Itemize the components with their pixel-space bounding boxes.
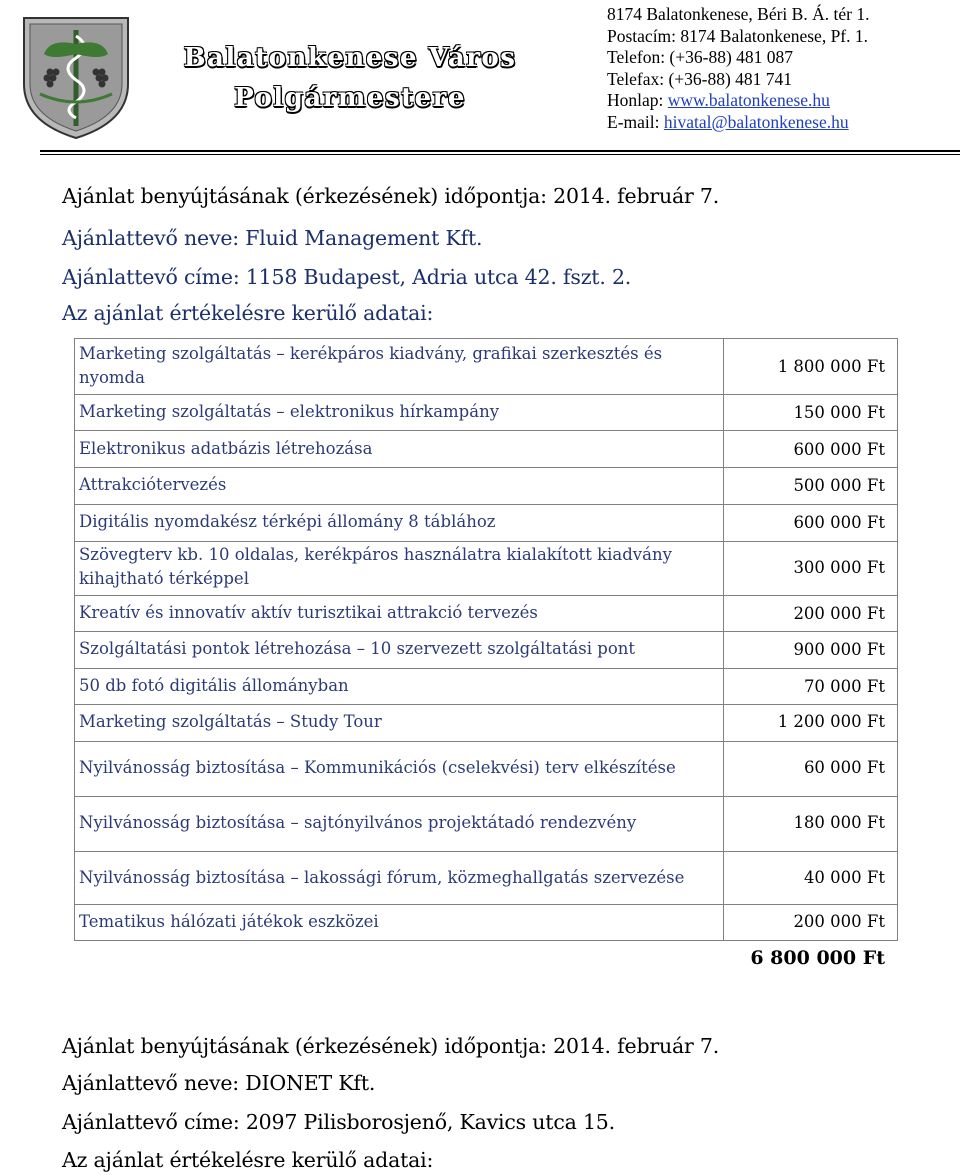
web-line [607, 90, 869, 112]
offer2-name: Ajánlattevő neve: DIONET Kft. [62, 1071, 376, 1095]
item-amount: 40 000 Ft [803, 868, 885, 887]
email-line [607, 112, 869, 134]
email-label: E-mail: [607, 111, 664, 132]
table-row [74, 852, 898, 905]
offer1-date: Ajánlat benyújtásának (érkezésének) időpontja: 2014. február 7. [62, 184, 720, 208]
item-amount: 300 000 Ft [793, 558, 885, 577]
table-row [74, 669, 898, 705]
fax-line: Telefax: (+36-88) 481 741 [607, 68, 793, 89]
item-description: Szövegterv kb. 10 oldalas, kerékpáros használatra kialakított kiadvány kihajtható térképpel [79, 545, 672, 588]
header-divider [40, 150, 960, 152]
item-amount: 60 000 Ft [803, 758, 885, 777]
item-amount: 180 000 Ft [793, 813, 885, 832]
item-amount: 1 800 000 Ft [777, 357, 885, 376]
item-amount: 500 000 Ft [793, 476, 885, 495]
offer2-heading: Az ajánlat értékelésre kerülő adatai: [62, 1148, 434, 1172]
table-row [74, 705, 898, 742]
item-description: Marketing szolgáltatás – elektronikus hírkampány [79, 402, 500, 421]
offer2-date: Ajánlat benyújtásának (érkezésének) időpontja: 2014. február 7. [62, 1034, 720, 1058]
item-description: Elektronikus adatbázis létrehozása [79, 439, 373, 458]
org-name-line2: Polgármestere [234, 83, 466, 113]
item-amount: 600 000 Ft [793, 440, 885, 459]
web-link[interactable]: www.balatonkenese.hu [667, 90, 830, 110]
header-divider-thin [40, 154, 960, 155]
item-amount: 70 000 Ft [803, 677, 885, 696]
offer1-name: Ajánlattevő neve: Fluid Management Kft. [62, 226, 483, 250]
item-amount: 200 000 Ft [793, 912, 885, 931]
table-row [74, 395, 898, 431]
offer1-address: Ajánlattevő címe: 1158 Budapest, Adria utca 42. fszt. 2. [62, 265, 632, 289]
phone-line: Telefon: (+36-88) 481 087 [607, 47, 794, 67]
item-description: Marketing szolgáltatás – Study Tour [79, 712, 382, 731]
item-description: Nyilvánosság biztosítása – sajtónyilvános projektátadó rendezvény [79, 813, 637, 832]
offer2-address: Ajánlattevő címe: 2097 Pilisborosjenő, Kavics utca 15. [62, 1110, 615, 1134]
item-description: 50 db fotó digitális állományban [79, 676, 349, 695]
item-amount: 200 000 Ft [793, 604, 885, 623]
table-row [74, 468, 898, 505]
item-description: Kreatív és innovatív aktív turisztikai attrakció tervezés [79, 603, 538, 622]
item-amount: 600 000 Ft [793, 513, 885, 532]
table-row [74, 596, 898, 632]
offer1-heading: Az ajánlat értékelésre kerülő adatai: [62, 301, 434, 325]
table-row [74, 742, 898, 797]
table-row [74, 632, 898, 669]
item-description: Tematikus hálózati játékok eszközei [79, 912, 379, 931]
table-row [74, 505, 898, 542]
item-description: Nyilvánosság biztosítása – lakossági fórum, közmeghallgatás szervezése [79, 868, 685, 887]
table-row [74, 338, 898, 395]
coat-of-arms-icon [20, 14, 132, 142]
postal-line: Postacím: 8174 Balatonkenese, Pf. 1. [607, 25, 869, 46]
table-row [74, 905, 898, 941]
item-description: Nyilvánosság biztosítása – Kommunikációs (cselekvési) terv elkészítése [79, 758, 676, 777]
org-name-line1: Balatonkenese Város [183, 43, 517, 73]
item-amount: 150 000 Ft [793, 403, 885, 422]
contact-block [607, 4, 869, 133]
item-description: Szolgáltatási pontok létrehozása – 10 szervezett szolgáltatási pont [79, 639, 636, 658]
item-description: Digitális nyomdakész térképi állomány 8 táblához [79, 512, 496, 531]
address-line: 8174 Balatonkenese, Béri B. Á. tér 1. [607, 4, 870, 24]
email-link[interactable]: hivatal@balatonkenese.hu [663, 111, 849, 132]
offer1-total: 6 800 000 Ft [750, 947, 885, 969]
web-label: Honlap: [607, 90, 668, 110]
table-row [74, 797, 898, 852]
table-row [74, 542, 898, 596]
item-description: Marketing szolgáltatás – kerékpáros kiadvány, grafikai szerkesztés és nyomda [79, 344, 663, 387]
item-amount: 1 200 000 Ft [777, 712, 885, 731]
table-row [74, 431, 898, 468]
organization-name [150, 38, 550, 118]
item-amount: 900 000 Ft [793, 640, 885, 659]
item-description: Attrakciótervezés [79, 475, 227, 494]
